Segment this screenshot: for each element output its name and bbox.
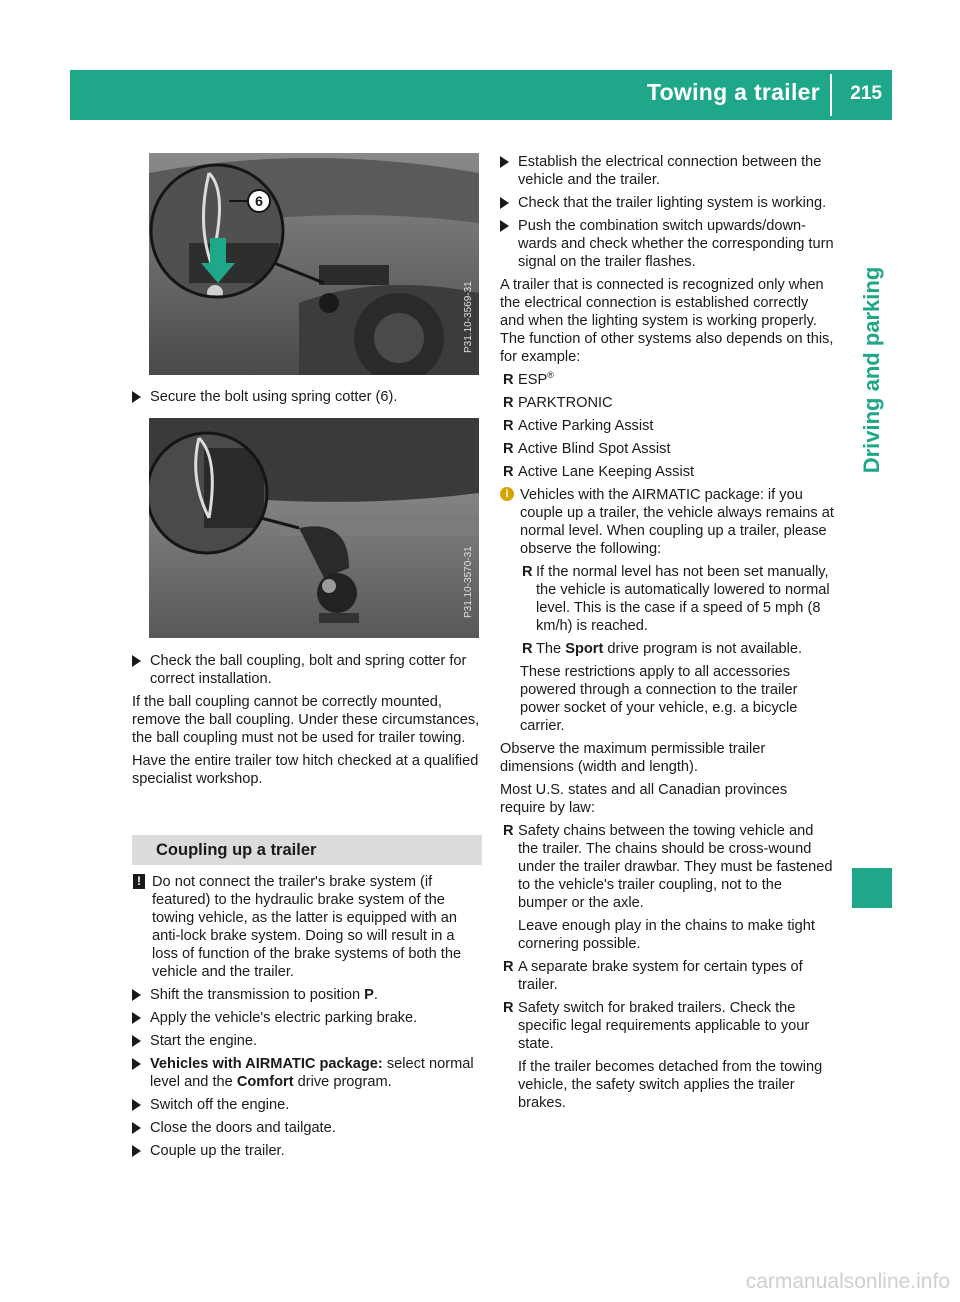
chapter-tab bbox=[852, 240, 892, 500]
step-arrow-icon bbox=[500, 220, 509, 232]
step-text: Shift the transmission to position bbox=[150, 987, 361, 1003]
left-column-main bbox=[132, 652, 482, 1165]
list-item-text: Active Blind Spot Assist bbox=[518, 441, 671, 457]
header-divider bbox=[830, 74, 832, 116]
figure-code: P31.10-3570-31 bbox=[463, 546, 474, 618]
step-text: Check that the trailer lighting system is working. bbox=[518, 195, 827, 211]
drive-program-name: Comfort bbox=[236, 1074, 294, 1090]
warning-icon: ! bbox=[133, 874, 145, 889]
figure-spring-cotter bbox=[149, 153, 479, 375]
step-airmatic bbox=[132, 1055, 482, 1091]
paragraph-workshop: Have the entire trailer tow hitch checked at a qualified specialist workshop. bbox=[132, 753, 479, 787]
figure-spring-cotter-illustration bbox=[149, 153, 479, 375]
paragraph-restrictions: These restrictions apply to all accessories powered through a connection to the trailer power socket of your vehicle, e.g. a bicycle carrier. bbox=[520, 664, 798, 734]
section-heading: Coupling up a trailer bbox=[132, 835, 482, 865]
bullet-icon: R bbox=[503, 372, 514, 388]
step-shift: Shift the transmission to position P. bbox=[132, 986, 482, 1004]
spacer bbox=[132, 793, 482, 835]
step-arrow-icon bbox=[132, 391, 141, 403]
figure-ball-coupling bbox=[149, 418, 479, 638]
list-item-extra: Leave enough play in the chains to make tight cornering possible. bbox=[518, 918, 815, 952]
bullet-icon: R bbox=[503, 395, 514, 411]
page-number: 215 bbox=[850, 83, 882, 104]
list-item bbox=[520, 563, 835, 635]
list-item-blind-spot bbox=[500, 440, 835, 458]
step-arrow-icon bbox=[132, 1012, 141, 1024]
callout-ref: (6). bbox=[375, 389, 398, 405]
paragraph-mounting: If the ball coupling cannot be correctly mounted, remove the ball coupling. Under these circumstances, the ball coupling must not be used for trailer towing. bbox=[132, 694, 480, 746]
figure-callout: 6 bbox=[255, 193, 263, 209]
step-arrow-icon bbox=[132, 1145, 141, 1157]
list-item-text: If the normal level has not been set manually, the vehicle is automatically lowered to normal level. This is the case if a speed of 5 mph (8 km/h) is reached. bbox=[536, 564, 830, 634]
chapter-tab-label: Driving and parking bbox=[859, 266, 884, 474]
registered-mark: ® bbox=[547, 370, 554, 381]
page-title: Towing a trailer bbox=[646, 79, 820, 105]
paragraph-law: Most U.S. states and all Canadian provinces require by law: bbox=[500, 782, 788, 816]
bullet-icon: R bbox=[503, 959, 514, 975]
list-item-text: ESP bbox=[518, 372, 548, 388]
bullet-icon: R bbox=[503, 464, 514, 480]
step-text: Start the engine. bbox=[150, 1033, 258, 1049]
paragraph-recognized: A trailer that is connected is recognized only when the electrical connection is established correctly and when the lighting system is working properly. The function of other systems also depends on this, for example: bbox=[500, 277, 834, 365]
paragraph-dimensions: Observe the maximum permissible trailer dimensions (width and length). bbox=[500, 741, 766, 775]
step-text: Switch off the engine. bbox=[150, 1097, 290, 1113]
bullet-icon: R bbox=[503, 1000, 514, 1016]
list-item-parktronic bbox=[500, 394, 835, 412]
step-arrow-icon bbox=[132, 1035, 141, 1047]
warning-text: Do not connect the trailer's brake system (if featured) to the hydraulic brake system of the towing vehicle, as the latter is equipped with an anti-lock brake system. Doing so will result in a loss of function of the brake systems of both the vehicle and the trailer. bbox=[152, 874, 462, 980]
left-column-top bbox=[132, 388, 482, 411]
step-combination-switch bbox=[500, 217, 835, 271]
figure-ball-coupling-illustration bbox=[149, 418, 479, 638]
gear-position: P bbox=[364, 987, 374, 1003]
step-parking-brake bbox=[132, 1009, 482, 1027]
step-arrow-icon bbox=[132, 655, 141, 667]
list-item-text: Safety chains between the towing vehicle and the trailer. The chains should be cross-wound under the trailer drawbar. They must be fastened to the vehicle's trailer coupling, not to the bumper or the axle. bbox=[518, 823, 833, 911]
list-item-lane-keeping bbox=[500, 463, 835, 481]
step-text: Couple up the trailer. bbox=[150, 1143, 285, 1159]
step-start-engine bbox=[132, 1032, 482, 1050]
step-arrow-icon bbox=[132, 1122, 141, 1134]
step-arrow-icon bbox=[132, 989, 141, 1001]
bullet-icon: R bbox=[522, 564, 533, 580]
drive-program-name: Sport bbox=[565, 641, 604, 657]
step-switch-off bbox=[132, 1096, 482, 1114]
step-electrical-connection bbox=[500, 153, 835, 189]
step-arrow-icon bbox=[132, 1058, 141, 1070]
chapter-marker bbox=[852, 868, 892, 908]
list-item-text: A separate brake system for certain types of trailer. bbox=[518, 959, 803, 993]
list-item-safety-switch bbox=[500, 999, 835, 1112]
list-item-brake-system bbox=[500, 958, 835, 994]
step-text: Secure the bolt using spring cotter bbox=[150, 389, 372, 405]
step-check-lighting bbox=[500, 194, 835, 212]
list-item-text: The bbox=[536, 641, 562, 657]
list-item-text: drive program is not available. bbox=[607, 641, 803, 657]
warning-note bbox=[132, 873, 482, 981]
list-item-text: PARKTRONIC bbox=[518, 395, 613, 411]
bullet-icon: R bbox=[522, 641, 533, 657]
list-item-text: Safety switch for braked trailers. Check the specific legal requirements applicable to your state. bbox=[518, 1000, 810, 1052]
list-item-safety-chains bbox=[500, 822, 835, 953]
header-bar bbox=[70, 70, 892, 120]
step-text: Close the doors and tailgate. bbox=[150, 1120, 336, 1136]
step-check-coupling bbox=[132, 652, 482, 688]
step-secure-bolt bbox=[132, 388, 482, 406]
step-text: drive program. bbox=[297, 1074, 392, 1090]
step-arrow-icon bbox=[500, 197, 509, 209]
step-text: Check the ball coupling, bolt and spring cotter for correct installation. bbox=[150, 653, 467, 687]
bullet-icon: R bbox=[503, 418, 514, 434]
info-text: Vehicles with the AIRMATIC package: if you couple up a trailer, the vehicle always remains at normal level. When coupling up a trailer, please observe the following: bbox=[520, 487, 834, 557]
list-item-parking-assist bbox=[500, 417, 835, 435]
step-couple-up bbox=[132, 1142, 482, 1160]
step-close-doors bbox=[132, 1119, 482, 1137]
step-bold-text: Vehicles with AIRMATIC package: bbox=[150, 1056, 383, 1072]
right-column bbox=[500, 153, 835, 1117]
info-note bbox=[500, 486, 835, 558]
step-text: select normal level and the bbox=[150, 1056, 474, 1090]
info-icon: i bbox=[500, 487, 514, 501]
watermark: carmanualsonline.info bbox=[745, 1270, 950, 1293]
callout-ref-number: 6 bbox=[380, 389, 389, 405]
list-item-text: Active Lane Keeping Assist bbox=[518, 464, 695, 480]
step-arrow-icon bbox=[132, 1099, 141, 1111]
list-item bbox=[520, 640, 835, 658]
list-item-extra: If the trailer becomes detached from the towing vehicle, the safety switch applies the trailer brakes. bbox=[518, 1059, 823, 1111]
info-note-details bbox=[500, 563, 835, 735]
bullet-icon: R bbox=[503, 823, 514, 839]
figure-code: P31.10-3569-31 bbox=[463, 281, 474, 353]
list-item-text: Active Parking Assist bbox=[518, 418, 654, 434]
step-text: Apply the vehicle's electric parking brake. bbox=[150, 1010, 418, 1026]
bullet-icon: R bbox=[503, 441, 514, 457]
step-arrow-icon bbox=[500, 156, 509, 168]
step-text: Push the combination switch upwards/downwards and check whether the corresponding turn signal on the trailer flashes. bbox=[518, 218, 834, 270]
step-text: Establish the electrical connection between the vehicle and the trailer. bbox=[518, 154, 822, 188]
list-item-esp bbox=[500, 371, 835, 389]
